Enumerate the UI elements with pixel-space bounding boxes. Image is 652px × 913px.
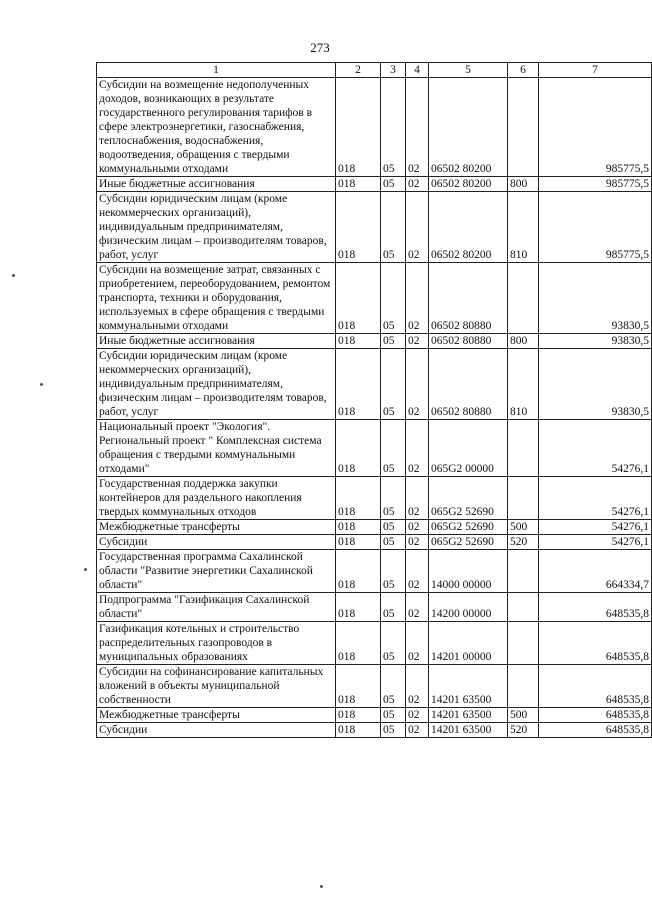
- cell-ministry: 018: [336, 192, 381, 263]
- cell-target: 06502 80200: [429, 78, 508, 177]
- cell-section: 05: [381, 477, 406, 520]
- cell-subsection: 02: [406, 420, 429, 477]
- cell-subsection: 02: [406, 550, 429, 593]
- scan-speck: [320, 885, 323, 888]
- cell-target: 065G2 52690: [429, 535, 508, 550]
- cell-amount: 648535,8: [539, 665, 652, 708]
- cell-name: Национальный проект "Экология". Региональный проект " Комплексная система обращения с твердыми коммунальными отходами": [97, 420, 336, 477]
- cell-amount: 648535,8: [539, 723, 652, 738]
- cell-target: 065G2 52690: [429, 477, 508, 520]
- column-header: 5: [429, 63, 508, 78]
- cell-amount: 985775,5: [539, 78, 652, 177]
- cell-name: Субсидии юридическим лицам (кроме некоммерческих организаций), индивидуальным предпринимателям, физическим лицам – производителям товаров, работ, услуг: [97, 192, 336, 263]
- cell-target: 14000 00000: [429, 550, 508, 593]
- cell-subsection: 02: [406, 477, 429, 520]
- cell-subsection: 02: [406, 349, 429, 420]
- cell-ministry: 018: [336, 593, 381, 622]
- cell-subsection: 02: [406, 665, 429, 708]
- cell-amount: 54276,1: [539, 535, 652, 550]
- cell-section: 05: [381, 420, 406, 477]
- cell-amount: 54276,1: [539, 477, 652, 520]
- cell-expense-type: [508, 263, 539, 334]
- table-row: [97, 708, 652, 723]
- cell-expense-type: 800: [508, 177, 539, 192]
- page-number: 273: [310, 40, 330, 55]
- column-header: 4: [406, 63, 429, 78]
- cell-expense-type: 500: [508, 708, 539, 723]
- cell-section: 05: [381, 520, 406, 535]
- cell-ministry: 018: [336, 349, 381, 420]
- cell-name: Субсидии юридическим лицам (кроме некоммерческих организаций), индивидуальным предпринимателям, физическим лицам – производителям товаров, работ, услуг: [97, 349, 336, 420]
- cell-ministry: 018: [336, 477, 381, 520]
- cell-ministry: 018: [336, 723, 381, 738]
- cell-name: Межбюджетные трансферты: [97, 520, 336, 535]
- cell-ministry: 018: [336, 520, 381, 535]
- cell-subsection: 02: [406, 263, 429, 334]
- cell-expense-type: 810: [508, 192, 539, 263]
- cell-ministry: 018: [336, 177, 381, 192]
- cell-subsection: 02: [406, 177, 429, 192]
- column-header: 1: [97, 63, 336, 78]
- column-header: 7: [539, 63, 652, 78]
- cell-section: 05: [381, 177, 406, 192]
- table-row: [97, 263, 652, 334]
- cell-ministry: 018: [336, 263, 381, 334]
- cell-amount: 93830,5: [539, 349, 652, 420]
- cell-expense-type: 520: [508, 535, 539, 550]
- table-row: [97, 420, 652, 477]
- cell-subsection: 02: [406, 334, 429, 349]
- cell-target: 06502 80200: [429, 192, 508, 263]
- cell-expense-type: 520: [508, 723, 539, 738]
- cell-name: Межбюджетные трансферты: [97, 708, 336, 723]
- cell-target: 065G2 00000: [429, 420, 508, 477]
- table-row: [97, 334, 652, 349]
- cell-subsection: 02: [406, 535, 429, 550]
- scan-speck: [12, 274, 15, 277]
- scan-speck: [40, 383, 43, 386]
- cell-amount: 664334,7: [539, 550, 652, 593]
- cell-amount: 648535,8: [539, 708, 652, 723]
- cell-ministry: 018: [336, 420, 381, 477]
- cell-subsection: 02: [406, 520, 429, 535]
- cell-name: Субсидии на возмещение недополученных доходов, возникающих в результате государственного регулирования тарифов в сфере электроэнергетики, газоснабжения, теплоснабжения, водоснабжения, водоотведения, обращения с твердыми коммунальными отходами: [97, 78, 336, 177]
- column-header: 6: [508, 63, 539, 78]
- cell-ministry: 018: [336, 622, 381, 665]
- cell-ministry: 018: [336, 708, 381, 723]
- cell-target: 14201 00000: [429, 622, 508, 665]
- cell-section: 05: [381, 263, 406, 334]
- cell-expense-type: 810: [508, 349, 539, 420]
- table-row: [97, 622, 652, 665]
- cell-target: 06502 80880: [429, 349, 508, 420]
- table-row: [97, 477, 652, 520]
- cell-target: 14201 63500: [429, 708, 508, 723]
- cell-section: 05: [381, 78, 406, 177]
- cell-target: 14201 63500: [429, 665, 508, 708]
- table-row: [97, 349, 652, 420]
- table-row: [97, 192, 652, 263]
- cell-section: 05: [381, 665, 406, 708]
- cell-amount: 93830,5: [539, 334, 652, 349]
- cell-section: 05: [381, 349, 406, 420]
- cell-section: 05: [381, 550, 406, 593]
- cell-ministry: 018: [336, 334, 381, 349]
- scan-speck: [84, 568, 87, 571]
- cell-name: Газификация котельных и строительство распределительных газопроводов в муниципальных образованиях: [97, 622, 336, 665]
- cell-name: Субсидии: [97, 535, 336, 550]
- table-header-row: [97, 63, 652, 78]
- cell-expense-type: [508, 665, 539, 708]
- cell-amount: 985775,5: [539, 192, 652, 263]
- cell-section: 05: [381, 192, 406, 263]
- cell-target: 06502 80880: [429, 263, 508, 334]
- cell-amount: 54276,1: [539, 520, 652, 535]
- cell-expense-type: [508, 420, 539, 477]
- cell-ministry: 018: [336, 550, 381, 593]
- table-row: [97, 177, 652, 192]
- cell-amount: 648535,8: [539, 593, 652, 622]
- cell-name: Субсидии: [97, 723, 336, 738]
- cell-name: Государственная поддержка закупки контейнеров для раздельного накопления твердых коммунальных отходов: [97, 477, 336, 520]
- cell-expense-type: [508, 593, 539, 622]
- table-row: [97, 723, 652, 738]
- cell-expense-type: [508, 622, 539, 665]
- table-row: [97, 78, 652, 177]
- cell-subsection: 02: [406, 78, 429, 177]
- cell-name: Подпрограмма "Газификация Сахалинской области": [97, 593, 336, 622]
- table-row: [97, 535, 652, 550]
- table-row: [97, 520, 652, 535]
- column-header: 2: [336, 63, 381, 78]
- cell-subsection: 02: [406, 192, 429, 263]
- table-body: [97, 78, 652, 738]
- table-row: [97, 593, 652, 622]
- table-row: [97, 665, 652, 708]
- cell-section: 05: [381, 622, 406, 665]
- cell-expense-type: 500: [508, 520, 539, 535]
- cell-target: 14201 63500: [429, 723, 508, 738]
- cell-target: 06502 80200: [429, 177, 508, 192]
- table-row: [97, 550, 652, 593]
- cell-subsection: 02: [406, 723, 429, 738]
- cell-name: Субсидии на возмещение затрат, связанных с приобретением, переоборудованием, ремонтом транспорта, техники и оборудования, используемых в сфере обращения с твердыми коммунальными отходами: [97, 263, 336, 334]
- cell-amount: 93830,5: [539, 263, 652, 334]
- cell-name: Иные бюджетные ассигнования: [97, 334, 336, 349]
- cell-amount: 985775,5: [539, 177, 652, 192]
- cell-section: 05: [381, 723, 406, 738]
- cell-amount: 54276,1: [539, 420, 652, 477]
- cell-subsection: 02: [406, 593, 429, 622]
- cell-expense-type: [508, 78, 539, 177]
- cell-name: Иные бюджетные ассигнования: [97, 177, 336, 192]
- cell-target: 06502 80880: [429, 334, 508, 349]
- cell-ministry: 018: [336, 78, 381, 177]
- column-header: 3: [381, 63, 406, 78]
- cell-ministry: 018: [336, 535, 381, 550]
- cell-section: 05: [381, 708, 406, 723]
- cell-section: 05: [381, 593, 406, 622]
- cell-subsection: 02: [406, 708, 429, 723]
- cell-amount: 648535,8: [539, 622, 652, 665]
- cell-expense-type: [508, 477, 539, 520]
- cell-name: Государственная программа Сахалинской области "Развитие энергетики Сахалинской области": [97, 550, 336, 593]
- cell-name: Субсидии на софинансирование капитальных вложений в объекты муниципальной собственности: [97, 665, 336, 708]
- budget-table: [96, 62, 652, 738]
- cell-section: 05: [381, 535, 406, 550]
- cell-target: 065G2 52690: [429, 520, 508, 535]
- cell-expense-type: 800: [508, 334, 539, 349]
- cell-target: 14200 00000: [429, 593, 508, 622]
- cell-ministry: 018: [336, 665, 381, 708]
- cell-subsection: 02: [406, 622, 429, 665]
- cell-section: 05: [381, 334, 406, 349]
- cell-expense-type: [508, 550, 539, 593]
